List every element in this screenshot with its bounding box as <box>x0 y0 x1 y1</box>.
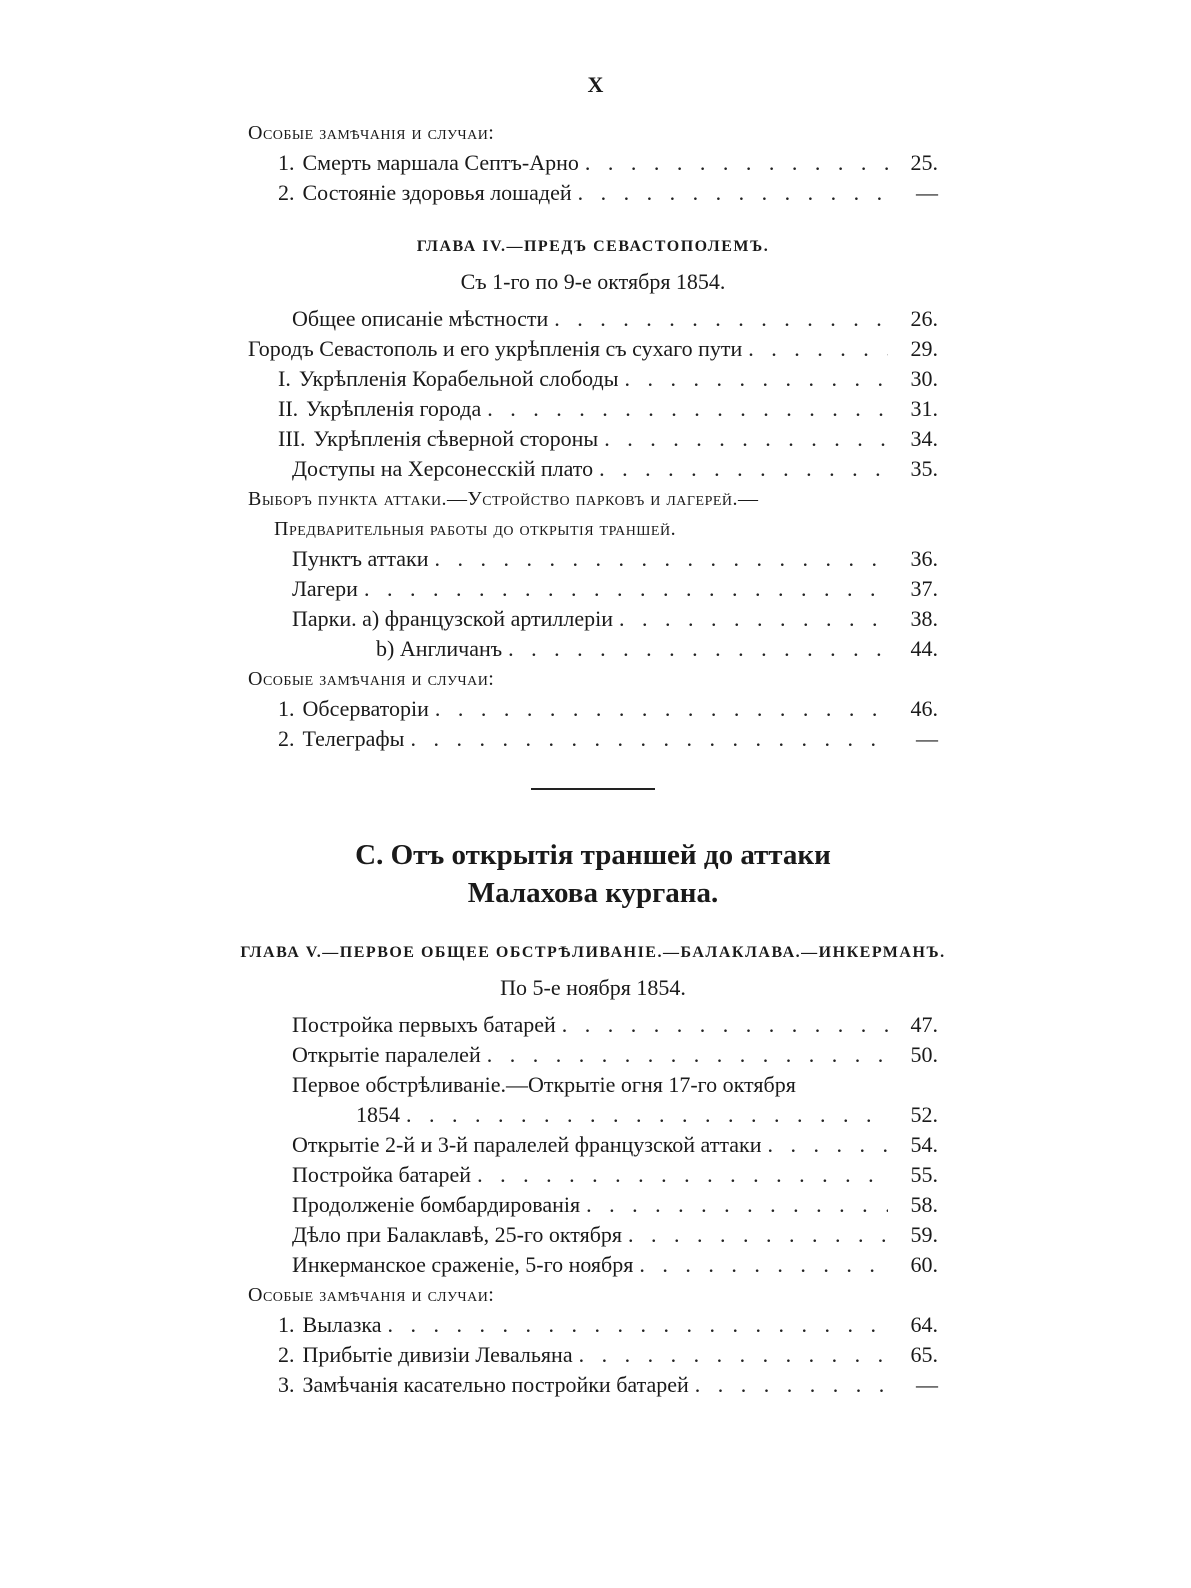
entry-text: Общее описаніе мѣстности <box>292 306 549 331</box>
dot-leader <box>554 304 888 334</box>
dot-leader <box>487 1040 888 1070</box>
entry-text: Открытіе 2-й и 3-й паралелей французской аттаки <box>292 1132 762 1157</box>
entry-page: — <box>916 180 938 205</box>
entry-page: — <box>916 726 938 751</box>
toc-entry <box>248 1250 938 1280</box>
entry-page: 36. <box>910 546 938 571</box>
dot-leader <box>624 364 888 394</box>
dot-leader <box>585 148 888 178</box>
toc-entry <box>248 1340 938 1370</box>
toc-entry <box>248 304 938 334</box>
dot-leader <box>578 178 888 208</box>
dot-leader <box>364 574 888 604</box>
entry-text: Открытіе паралелей <box>292 1042 481 1067</box>
dot-leader <box>487 394 888 424</box>
entry-number: 2. <box>278 1342 295 1367</box>
entry-page: 38. <box>910 606 938 631</box>
toc-entry <box>248 1010 938 1040</box>
dot-leader <box>639 1250 888 1280</box>
dot-leader <box>388 1310 888 1340</box>
toc-entry <box>248 724 938 754</box>
entry-page: 44. <box>910 636 938 661</box>
entry-text: Постройка батарей <box>292 1162 472 1187</box>
dot-leader <box>767 1130 888 1160</box>
toc-entry <box>248 424 938 454</box>
entry-page: 46. <box>910 696 938 721</box>
entry-number: II. <box>278 396 299 421</box>
entry-text: Замѣчанія касательно постройки батарей <box>302 1372 689 1397</box>
entry-text: Первое обстрѣливаніе.—Открытіе огня 17-го октября <box>292 1072 796 1097</box>
entry-page: 58. <box>910 1192 938 1217</box>
toc-entry <box>248 364 938 394</box>
dot-leader <box>579 1340 888 1370</box>
entry-text: Парки. a) французской артиллеріи <box>292 606 614 631</box>
entry-number: 1. <box>278 150 295 175</box>
entry-text: Обсерваторіи <box>302 696 429 721</box>
dot-leader <box>435 694 888 724</box>
toc-entry <box>248 604 938 634</box>
entry-text: Вылазка <box>302 1312 382 1337</box>
dot-leader <box>562 1010 888 1040</box>
dot-leader <box>599 454 888 484</box>
entry-page: 65. <box>910 1342 938 1367</box>
entry-text: Смерть маршала Септъ-Арно <box>302 150 579 175</box>
section-divider <box>531 788 655 790</box>
entry-page: 59. <box>910 1222 938 1247</box>
entry-page: 31. <box>910 396 938 421</box>
attack-choice-heading: Выборъ пункта аттаки.—Устройство парковъ и лагерей.— <box>248 488 759 510</box>
entry-text: Состояніе здоровья лошадей <box>302 180 572 205</box>
entry-page: 60. <box>910 1252 938 1277</box>
dot-leader <box>604 424 888 454</box>
page-number: X <box>587 72 604 97</box>
entry-text: Укрѣпленія города <box>306 396 482 421</box>
entry-number: 2. <box>278 726 295 751</box>
dot-leader <box>406 1100 888 1130</box>
toc-entry <box>248 148 938 178</box>
entry-text: Укрѣпленія Корабельной слободы <box>298 366 619 391</box>
remarks-heading: Особые замѣчанія и случаи: <box>248 1284 495 1306</box>
section-c-title-line-1: С. Отъ открытія траншей до аттаки <box>355 839 831 871</box>
toc-entry <box>248 694 938 724</box>
entry-number: I. <box>278 366 291 391</box>
entry-text: Укрѣпленія сѣверной стороны <box>313 426 599 451</box>
dot-leader <box>434 544 888 574</box>
toc-entry <box>248 544 938 574</box>
toc-entry <box>248 454 938 484</box>
toc-entry-wrapped <box>248 1070 938 1100</box>
entry-text: Дѣло при Балаклавѣ, 25-го октября <box>292 1222 623 1247</box>
chapter-5-date: По 5-е ноября 1854. <box>500 975 686 1000</box>
toc-entry <box>248 1160 938 1190</box>
dot-leader <box>619 604 888 634</box>
chapter-4-heading: ГЛАВА IV.—ПРЕДЪ СЕВАСТОПОЛЕМЪ. <box>416 238 770 255</box>
chapter-4-date: Съ 1-го по 9-е октября 1854. <box>460 269 726 294</box>
entry-text: Доступы на Херсонесскій плато <box>292 456 594 481</box>
section-c-title <box>248 836 938 912</box>
entry-number: 1. <box>278 1312 295 1337</box>
toc-entry <box>248 1190 938 1220</box>
entry-page: 64. <box>910 1312 938 1337</box>
attack-choice-subheading: Предварительныя работы до открытія траншей. <box>274 518 677 540</box>
entry-page: 35. <box>910 456 938 481</box>
entry-text: 1854 <box>356 1102 400 1127</box>
toc-entry <box>248 178 938 208</box>
entry-page: 54. <box>910 1132 938 1157</box>
toc-entry <box>248 394 938 424</box>
dot-leader <box>477 1160 888 1190</box>
entry-text: Постройка первыхъ батарей <box>292 1012 556 1037</box>
toc-entry-continuation <box>248 1100 938 1130</box>
entry-page: 55. <box>910 1162 938 1187</box>
toc-entry <box>248 1220 938 1250</box>
chapter-5-heading: ГЛАВА V.—ПЕРВОЕ ОБЩЕЕ ОБСТРѢЛИВАНІЕ.—БАЛАКЛАВА.—ИНКЕРМАНЪ. <box>240 944 946 961</box>
dot-leader <box>410 724 888 754</box>
dot-leader <box>695 1370 888 1400</box>
entry-number: 3. <box>278 1372 295 1397</box>
entry-text: Продолженіе бомбардированія <box>292 1192 581 1217</box>
toc-entry <box>248 1040 938 1070</box>
entry-page: 47. <box>910 1012 938 1037</box>
entry-text: Прибытіе дивизіи Левальяна <box>302 1342 573 1367</box>
entry-page: 50. <box>910 1042 938 1067</box>
dot-leader <box>748 334 888 364</box>
entry-page: 34. <box>910 426 938 451</box>
entry-number: 1. <box>278 696 295 721</box>
entry-text: Лагери <box>292 576 358 601</box>
entry-text: Телеграфы <box>302 726 405 751</box>
table-of-contents <box>240 118 946 1400</box>
entry-number: III. <box>278 426 306 451</box>
remarks-heading: Особые замѣчанія и случаи: <box>248 668 495 690</box>
toc-entry <box>248 334 938 364</box>
toc-entry <box>248 634 938 664</box>
entry-page: 25. <box>910 150 938 175</box>
entry-page: — <box>916 1372 938 1397</box>
dot-leader <box>586 1190 888 1220</box>
dot-leader <box>508 634 888 664</box>
toc-entry <box>248 1130 938 1160</box>
remarks-heading: Особые замѣчанія и случаи: <box>248 122 495 144</box>
toc-entry <box>248 574 938 604</box>
section-c-title-line-2: Малахова кургана. <box>467 877 719 909</box>
toc-entry <box>248 1310 938 1340</box>
entry-page: 26. <box>910 306 938 331</box>
entry-text: b) Англичанъ <box>376 636 503 661</box>
entry-number: 2. <box>278 180 295 205</box>
entry-page: 29. <box>910 336 938 361</box>
entry-text: Пунктъ аттаки <box>292 546 429 571</box>
entry-text: Инкерманское сраженіе, 5-го ноября <box>292 1252 634 1277</box>
dot-leader <box>628 1220 888 1250</box>
entry-page: 30. <box>910 366 938 391</box>
toc-entry <box>248 1370 938 1400</box>
entry-page: 37. <box>910 576 938 601</box>
entry-page: 52. <box>910 1102 938 1127</box>
entry-text: Городъ Севастополь и его укрѣпленія съ сухаго пути <box>248 336 743 361</box>
